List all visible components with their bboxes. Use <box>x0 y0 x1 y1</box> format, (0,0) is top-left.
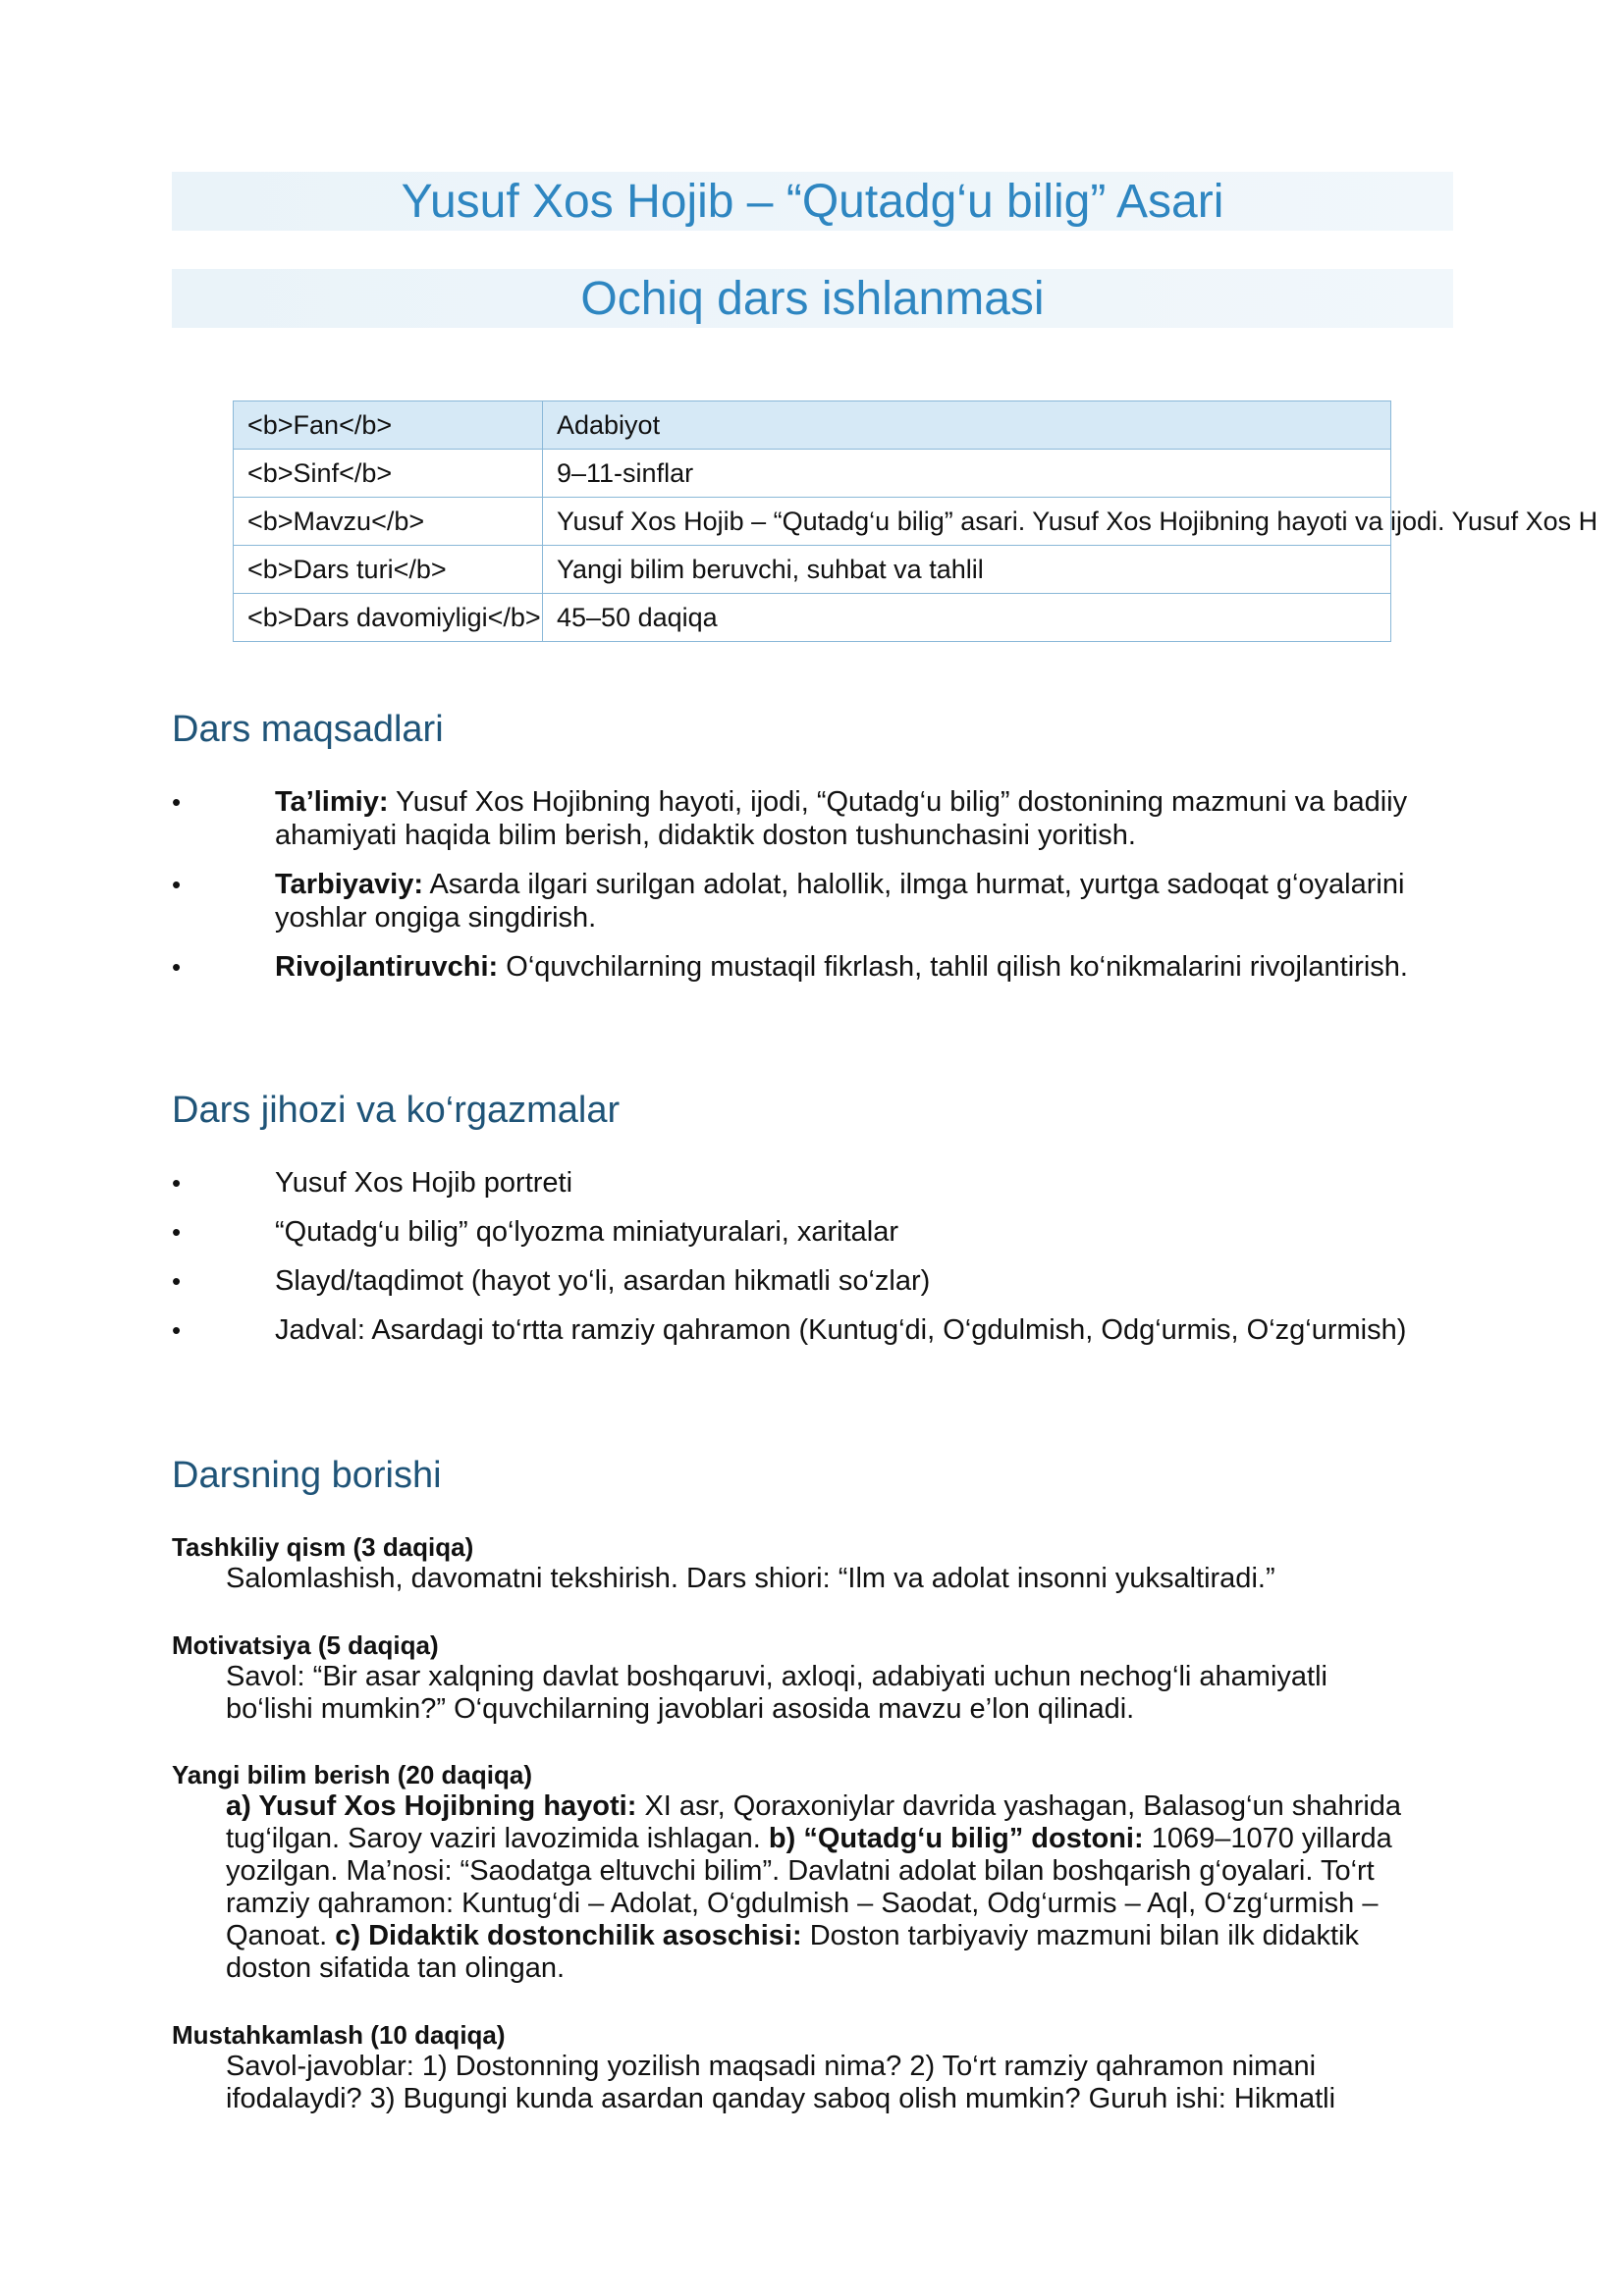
goal-text: Yusuf Xos Hojibning hayoti, ijodi, “Qutadg‘u bilig” dostonining mazmuni va badiiy ahamiyati haqida bilim berish, didaktik doston tushunchasini yoritish. <box>275 786 1408 851</box>
lesson-step <box>172 2019 1409 2115</box>
step-title: Mustahkamlash (10 daqiqa) <box>172 2020 506 2050</box>
equipment-text: Slayd/taqdimot (hayot yo‘li, asardan hikmatli so‘zlar) <box>275 1265 931 1297</box>
section-heading-course: Darsning borishi <box>172 1455 442 1496</box>
table-row <box>234 594 1391 642</box>
goal-text: O‘quvchilarning mustaqil fikrlash, tahlil qilish ko‘nikmalarini rivojlantirish. <box>498 951 1408 983</box>
document-subtitle: Ochiq dars ishlanmasi <box>172 269 1453 328</box>
bullet-icon: • <box>172 1217 182 1247</box>
list-item <box>172 1215 1409 1249</box>
table-value-cell: 45–50 daqiqa <box>543 594 1391 642</box>
list-item <box>172 868 1409 934</box>
list-item <box>172 785 1409 852</box>
section-heading-equipment: Dars jihozi va ko‘rgazmalar <box>172 1090 621 1131</box>
equipment-text: “Qutadg‘u bilig” qo‘lyozma miniatyuralari, xaritalar <box>275 1216 899 1248</box>
table-key-cell: <b>Fan</b> <box>234 401 543 450</box>
step-body: Savol: “Bir asar xalqning davlat boshqaruvi, axloqi, adabiyati uchun nechog‘li ahamiyatli bo‘lishi mumkin?” O‘quvchilarning javoblari asosida mavzu e’lon qilinadi. <box>226 1661 1327 1725</box>
part-label: b) “Qutadg‘u bilig” dostoni: <box>768 1823 1144 1854</box>
equipment-text: Yusuf Xos Hojib portreti <box>275 1167 573 1199</box>
step-body: Savol-javoblar: 1) Dostonning yozilish maqsadi nima? 2) To‘rt ramziy qahramon nimani ifodalaydi? 3) Bugungi kunda asardan qanday saboq olish mumkin? Guruh ishi: Hikmatli <box>226 2051 1336 2114</box>
section-heading-goals: Dars maqsadlari <box>172 709 444 750</box>
list-item <box>172 1313 1409 1347</box>
part-text: 1069–1070 yillarda yozilgan. Ma’nosi: “Saodatga eltuvchi bilim”. Davlatni adolat bilan boshqarish g‘oyalari. To‘rt ramziy qahramon: Kuntug‘di – Adolat, O‘gdulmish – Saodat, Odg‘urmis – Aql, O‘zg‘urmish – Qanoat. <box>226 1823 1392 1951</box>
bullet-icon: • <box>172 1315 182 1345</box>
step-title: Motivatsiya (5 daqiqa) <box>172 1630 439 1660</box>
table-key-cell: <b>Dars turi</b> <box>234 546 543 594</box>
table-row <box>234 450 1391 498</box>
table-row <box>234 546 1391 594</box>
lesson-step <box>172 1531 1409 1595</box>
document-title: Yusuf Xos Hojib – “Qutadg‘u bilig” Asari <box>172 172 1453 231</box>
lesson-step <box>172 1759 1409 1985</box>
goal-label: Rivojlantiruvchi: <box>275 951 499 983</box>
table-value-cell: Yangi bilim beruvchi, suhbat va tahlil <box>543 546 1391 594</box>
part-text: XI asr, Qoraxoniylar davrida yashagan, Balasog‘un shahrida tug‘ilgan. Saroy vaziri lavozimida ishlagan. <box>226 1790 1402 1854</box>
goals-list <box>172 785 1409 999</box>
bullet-icon: • <box>172 952 182 982</box>
table-row <box>234 401 1391 450</box>
table-row <box>234 498 1391 546</box>
list-item <box>172 1264 1409 1298</box>
part-text: Doston tarbiyaviy mazmuni bilan ilk didaktik doston sifatida tan olingan. <box>226 1920 1359 1984</box>
table-key-cell: <b>Dars davomiyligi</b> <box>234 594 543 642</box>
table-value-cell: 9–11-sinflar <box>543 450 1391 498</box>
list-item <box>172 950 1409 984</box>
lesson-step <box>172 1629 1409 1726</box>
step-title: Yangi bilim berish (20 daqiqa) <box>172 1760 532 1789</box>
step-title: Tashkiliy qism (3 daqiqa) <box>172 1532 474 1562</box>
lesson-info-table <box>233 400 1598 642</box>
bullet-icon: • <box>172 1168 182 1198</box>
part-label: a) Yusuf Xos Hojibning hayoti: <box>226 1790 637 1822</box>
bullet-icon: • <box>172 870 182 899</box>
table-value-cell: Adabiyot <box>543 401 1391 450</box>
equipment-text: Jadval: Asardagi to‘rtta ramziy qahramon (Kuntug‘di, O‘gdulmish, Odg‘urmis, O‘zg‘urmish) <box>275 1314 1407 1346</box>
step-body: Salomlashish, davomatni tekshirish. Dars shiori: “Ilm va adolat insonni yuksaltiradi.” <box>226 1563 1275 1594</box>
step-body <box>172 1790 1409 1985</box>
table-key-cell: <b>Sinf</b> <box>234 450 543 498</box>
goal-text: Asarda ilgari surilgan adolat, halollik, ilmga hurmat, yurtga sadoqat g‘oyalarini yoshlar ongiga singdirish. <box>275 869 1405 934</box>
bullet-icon: • <box>172 787 182 817</box>
part-label: c) Didaktik dostonchilik asoschisi: <box>335 1920 802 1951</box>
goal-label: Ta’limiy: <box>275 786 389 818</box>
equipment-list <box>172 1166 1409 1362</box>
goal-label: Tarbiyaviy: <box>275 869 423 900</box>
table-value-cell: Yusuf Xos Hojib – “Qutadg‘u bilig” asari. Yusuf Xos Hojibning hayoti va ijodi. Yusuf Xos H <box>543 498 1391 546</box>
table-key-cell: <b>Mavzu</b> <box>234 498 543 546</box>
list-item <box>172 1166 1409 1200</box>
bullet-icon: • <box>172 1266 182 1296</box>
